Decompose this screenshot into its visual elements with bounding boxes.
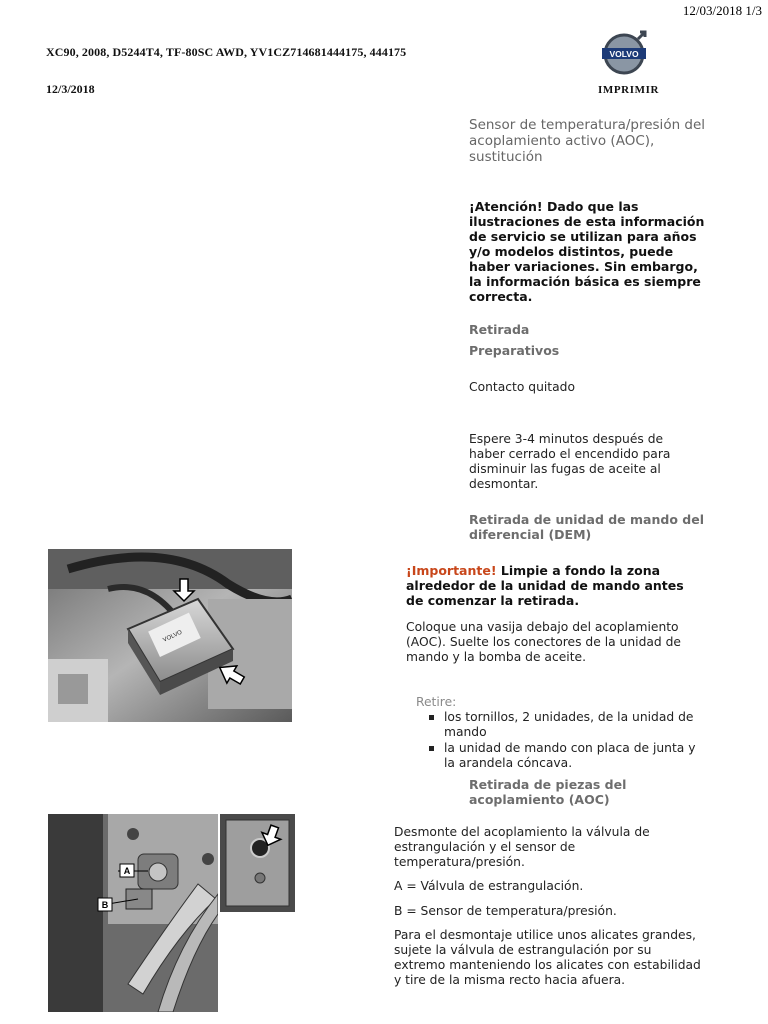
attention-note: ¡Atención! Dado que las ilustraciones de esta información de servicio se utilizan para años y/o modelos distintos, puede haber variaciones. Sin embargo, la información básica es siempre correcta. bbox=[469, 199, 705, 304]
legend-b: B = Sensor de temperatura/presión. bbox=[394, 904, 617, 918]
important-note bbox=[406, 563, 686, 608]
retire-label: Retire: bbox=[416, 695, 457, 709]
callout-a: A bbox=[123, 866, 131, 876]
heading-retirada-dem: Retirada de unidad de mando del diferencial (DEM) bbox=[469, 512, 704, 542]
logo-text: VOLVO bbox=[609, 49, 639, 59]
legend-a: A = Válvula de estrangulación. bbox=[394, 879, 584, 893]
step-coloque: Coloque una vasija debajo del acoplamiento (AOC). Suelte los conectores de la unidad de mando y la bomba de aceite. bbox=[406, 620, 681, 664]
step-desmonte: Desmonte del acoplamiento la válvula de estrangulación y el sensor de temperatura/presión. bbox=[394, 825, 650, 869]
heading-retirada: Retirada bbox=[469, 322, 530, 337]
step-contacto: Contacto quitado bbox=[469, 380, 575, 394]
module-label: VOLVO bbox=[162, 629, 184, 644]
figure-valve-detail bbox=[220, 814, 295, 912]
list-item: los tornillos, 2 unidades, de la unidad de mando bbox=[426, 710, 696, 740]
figure-coupling-valve bbox=[48, 814, 218, 1012]
heading-preparativos: Preparativos bbox=[469, 343, 560, 358]
document-title: Sensor de temperatura/presión del acoplamiento activo (AOC), sustitución bbox=[469, 117, 706, 165]
document-date: 12/3/2018 bbox=[46, 82, 95, 96]
step-para: Para el desmontaje utilice unos alicates grandes, sujete la válvula de estrangulación por su extremo manteniendo los alicates con estabilidad y tire de la misma recto hacia afuera. bbox=[394, 928, 701, 987]
heading-retirada-aoc: Retirada de piezas del acoplamiento (AOC) bbox=[469, 777, 627, 807]
important-label: ¡Importante! bbox=[406, 563, 497, 578]
print-button[interactable]: IMPRIMIR bbox=[598, 84, 660, 96]
page-number-mark: 12/03/2018 1/3 bbox=[682, 3, 762, 18]
callout-b: B bbox=[101, 900, 109, 910]
step-espere: Espere 3-4 minutos después de haber cerrado el encendido para disminuir las fugas de aceite al desmontar. bbox=[469, 432, 671, 491]
important-text: Limpie a fondo la zona alrededor de la unidad de mando antes de comenzar la retirada. bbox=[406, 563, 684, 608]
list-item: la unidad de mando con placa de junta y la arandela cóncava. bbox=[426, 741, 696, 771]
volvo-logo bbox=[600, 28, 648, 76]
figure-control-unit bbox=[48, 549, 292, 722]
retire-list bbox=[426, 710, 696, 772]
vehicle-info: XC90, 2008, D5244T4, TF-80SC AWD, YV1CZ714681444175, 444175 bbox=[46, 45, 407, 59]
